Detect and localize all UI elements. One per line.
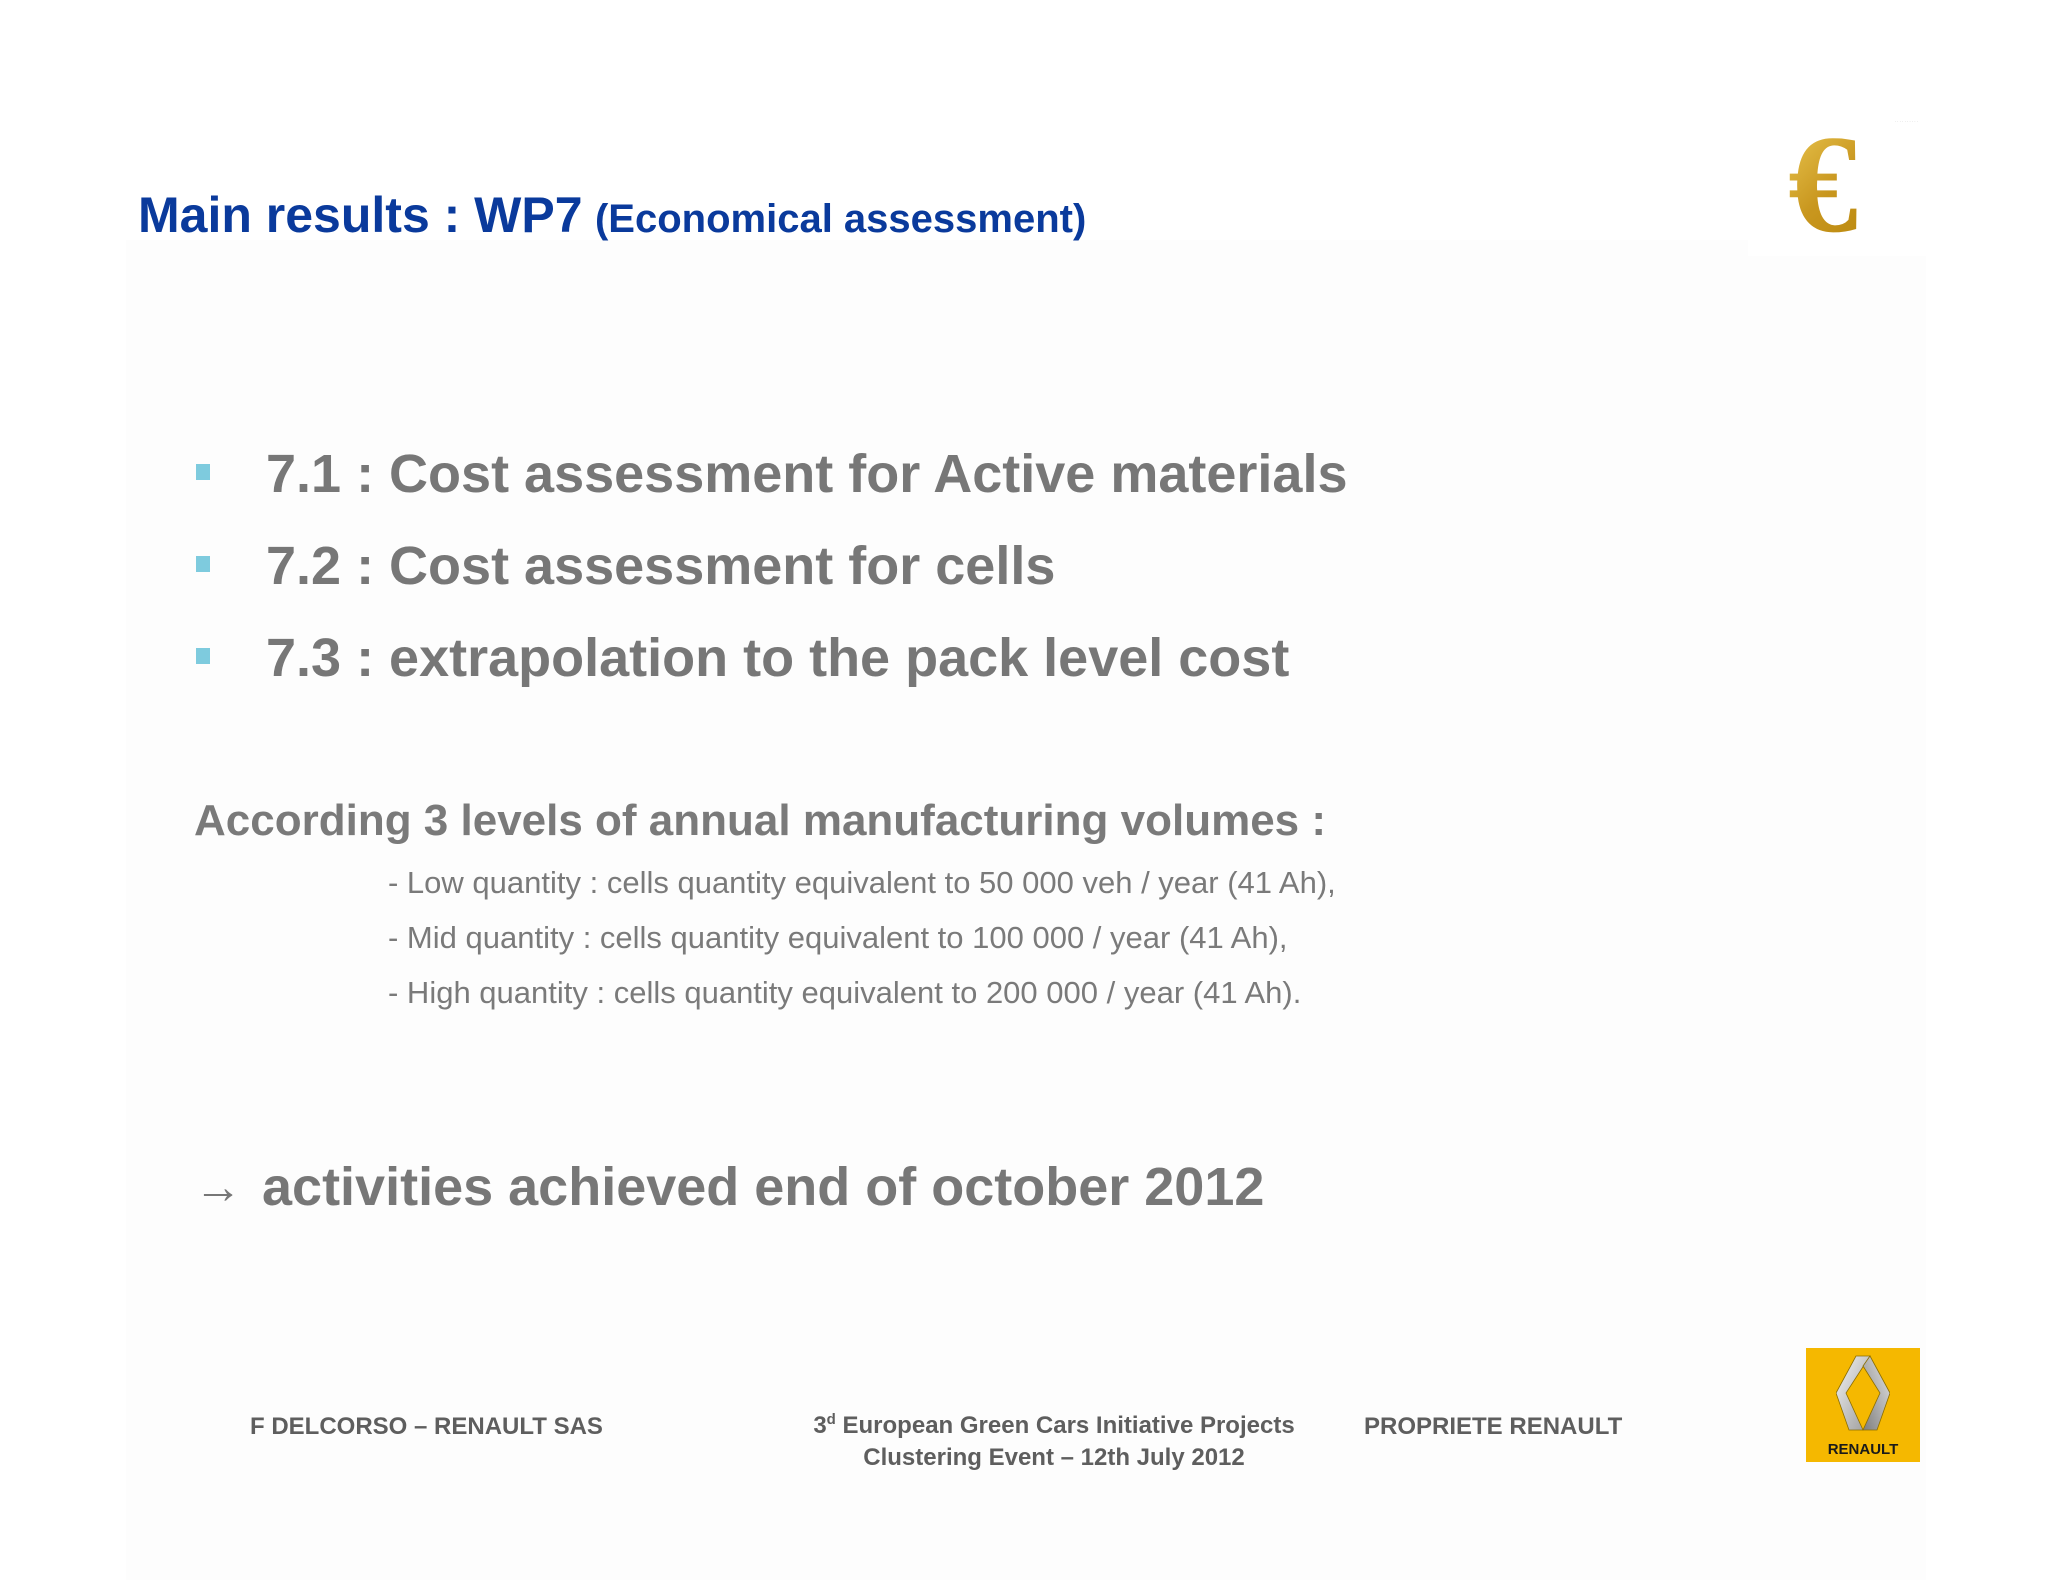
title-main: Main results : WP7 <box>138 187 583 243</box>
renault-diamond-icon <box>1836 1354 1890 1432</box>
footer-event-line1 <box>760 1410 1348 1442</box>
volumes-list <box>388 862 1336 1027</box>
bullet-item <box>196 520 1347 612</box>
logo-fine-print: · · · · · · · · · · <box>1894 119 1918 124</box>
arrow-right-icon: → <box>194 1160 242 1214</box>
volume-item-mid: - Mid quantity : cells quantity equivalent to 100 000 / year (41 Ah), <box>388 920 1288 955</box>
footer-property: PROPRIETE RENAULT <box>1364 1413 1623 1440</box>
event-ordinal: 3 <box>813 1412 827 1439</box>
euro-icon: € <box>1788 104 1858 265</box>
bullet-text: 7.2 : Cost assessment for cells <box>266 536 1056 596</box>
bullet-list <box>196 428 1347 704</box>
bullet-item <box>196 428 1347 520</box>
square-bullet-icon <box>196 648 210 664</box>
event-ordinal-suffix: d <box>826 1411 836 1428</box>
conclusion <box>194 1156 1264 1218</box>
renault-wordmark: RENAULT <box>1827 1441 1899 1458</box>
volumes-heading: According 3 levels of annual manufacturing volumes : <box>194 796 1327 845</box>
square-bullet-icon <box>196 556 210 572</box>
bullet-text: 7.3 : extrapolation to the pack level cost <box>266 628 1290 688</box>
bullet-text: 7.1 : Cost assessment for Active materials <box>266 444 1348 504</box>
event-name: European Green Cars Initiative Projects <box>835 1412 1295 1439</box>
conclusion-text: activities achieved end of october 2012 <box>262 1157 1265 1217</box>
title-subtitle: (Economical assessment) <box>594 197 1087 241</box>
volume-item-high: - High quantity : cells quantity equivalent to 200 000 / year (41 Ah). <box>388 975 1302 1010</box>
footer-author: F DELCORSO – RENAULT SAS <box>250 1413 603 1440</box>
slide-title <box>138 186 1086 244</box>
square-bullet-icon <box>196 464 210 480</box>
euro-logo <box>1748 107 1928 262</box>
footer-event <box>760 1410 1348 1474</box>
bullet-item <box>196 612 1347 704</box>
volume-item-low: - Low quantity : cells quantity equivalent to 50 000 veh / year (41 Ah), <box>388 865 1336 900</box>
renault-logo <box>1806 1348 1920 1462</box>
footer-event-line2: Clustering Event – 12th July 2012 <box>863 1444 1245 1471</box>
